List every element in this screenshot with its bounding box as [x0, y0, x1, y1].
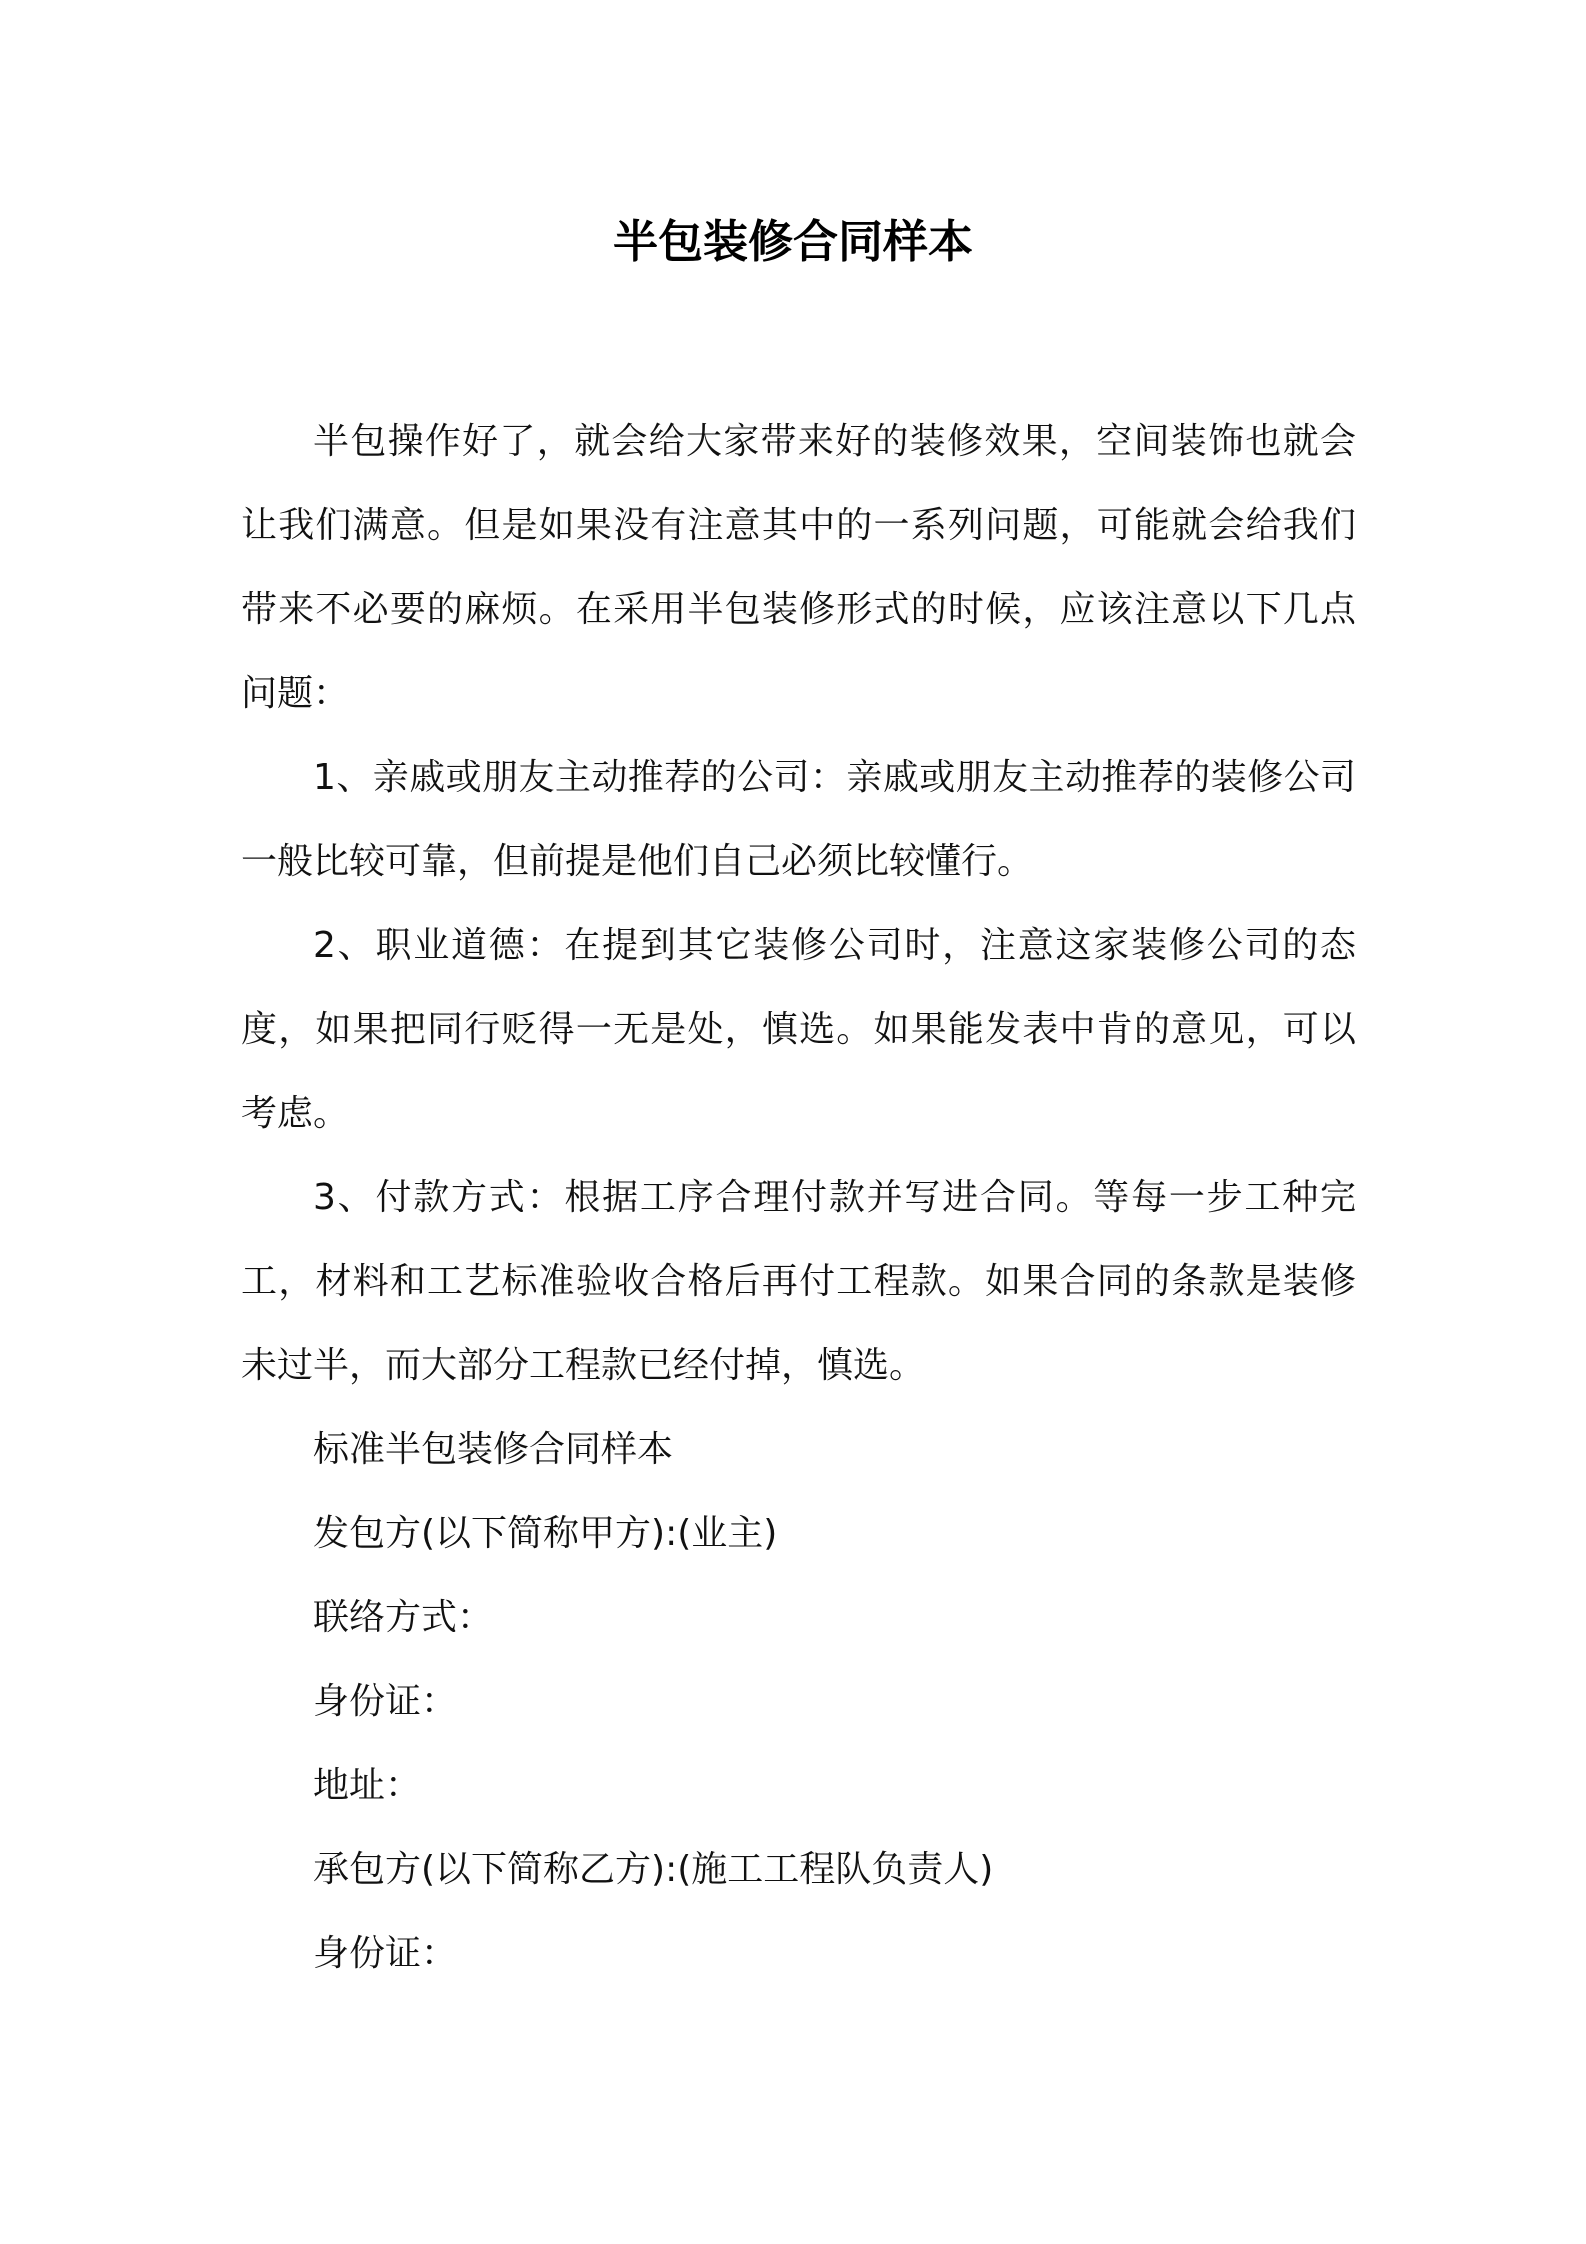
field-party-b: 承包方(以下简称乙方):(施工工程队负责人)	[313, 1849, 994, 1890]
field-address: 地址：	[313, 1765, 422, 1806]
document-body	[241, 400, 1356, 1996]
field-id-card-a: 身份证：	[313, 1681, 458, 1722]
document-title: 半包装修合同样本	[612, 215, 973, 268]
intro-paragraph: 半包操作好了，就会给大家带来好的装修效果，空间装饰也就会让我们满意。但是如果没有注意其中的一系列问题，可能就会给我们带来不必要的麻烦。在采用半包装修形式的时候，应该注意以下几点问题：	[241, 421, 1356, 714]
template-heading: 标准半包装修合同样本	[313, 1429, 674, 1470]
point-1-paragraph: 1、亲戚或朋友主动推荐的公司：亲戚或朋友主动推荐的装修公司一般比较可靠，但前提是他们自己必须比较懂行。	[241, 757, 1356, 882]
field-id-card-b: 身份证：	[313, 1933, 458, 1974]
field-contact: 联络方式：	[313, 1597, 494, 1638]
point-3-paragraph: 3、付款方式：根据工序合理付款并写进合同。等每一步工种完工，材料和工艺标准验收合格后再付工程款。如果合同的条款是装修未过半，而大部分工程款已经付掉，慎选。	[241, 1177, 1356, 1386]
field-party-a: 发包方(以下简称甲方):(业主)	[313, 1513, 778, 1554]
point-2-paragraph: 2、职业道德：在提到其它装修公司时，注意这家装修公司的态度，如果把同行贬得一无是处，慎选。如果能发表中肯的意见，可以考虑。	[241, 925, 1356, 1134]
